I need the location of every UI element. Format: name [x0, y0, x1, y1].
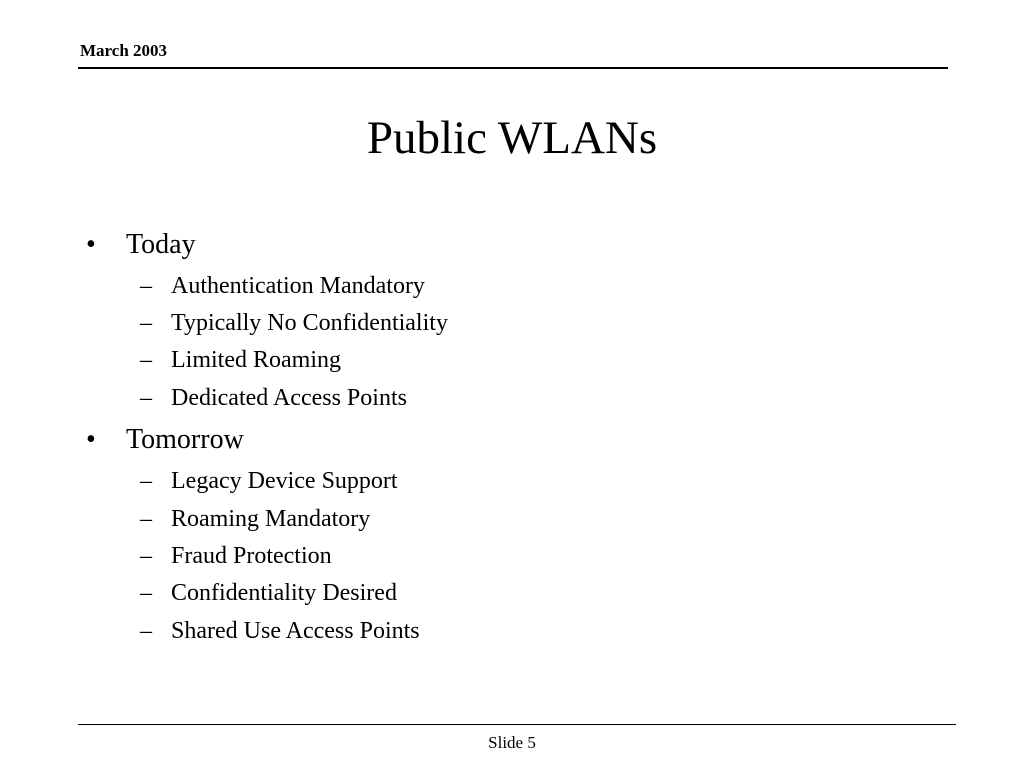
dash-marker: –	[140, 385, 152, 411]
bullet-label: Tomorrow	[126, 424, 244, 455]
sub-bullet-label: Dedicated Access Points	[171, 385, 407, 411]
dash-marker: –	[140, 310, 152, 336]
sub-bullet-label: Authentication Mandatory	[171, 273, 425, 299]
bullet-label: Today	[126, 229, 196, 260]
sub-bullet-label: Confidentiality Desired	[171, 580, 397, 606]
sub-bullet-label: Roaming Mandatory	[171, 506, 371, 532]
dash-marker: –	[140, 468, 152, 494]
sub-bullet-label: Legacy Device Support	[171, 468, 398, 494]
slide-number: Slide 5	[488, 733, 536, 752]
bullet-marker: •	[86, 424, 96, 455]
sub-bullet-label: Shared Use Access Points	[171, 618, 420, 644]
dash-marker: –	[140, 273, 152, 299]
dash-marker: –	[140, 543, 152, 569]
dash-marker: –	[140, 506, 152, 532]
dash-marker: –	[140, 580, 152, 606]
sub-bullet-label: Limited Roaming	[171, 347, 341, 373]
slide-title: Public WLANs	[366, 112, 658, 164]
dash-marker: –	[140, 347, 152, 373]
dash-marker: –	[140, 618, 152, 644]
footer-rule	[78, 724, 956, 725]
header-date: March 2003	[80, 41, 168, 60]
sub-bullet-label: Fraud Protection	[171, 543, 332, 569]
bullet-marker: •	[86, 229, 96, 260]
sub-bullet-label: Typically No Confidentiality	[171, 310, 448, 336]
